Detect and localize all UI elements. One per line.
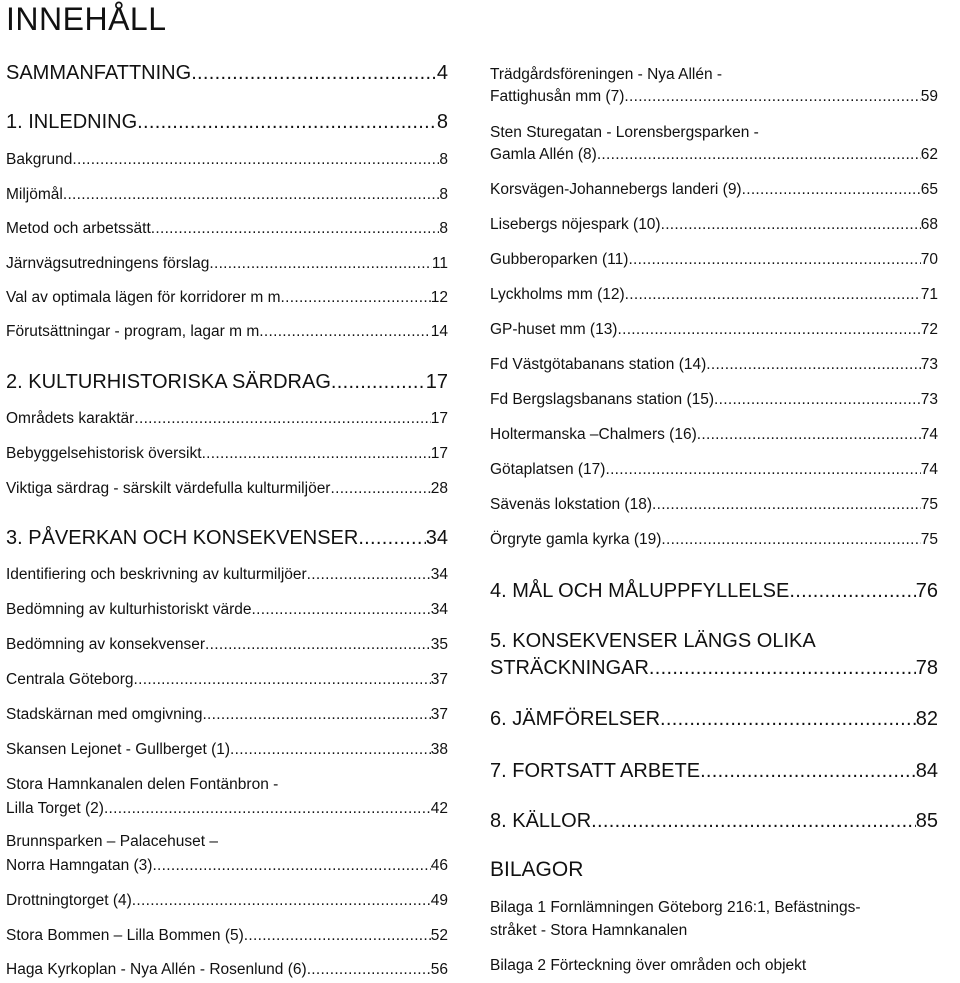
dot-leader: [307, 960, 431, 980]
dot-leader: [72, 150, 439, 170]
dot-leader: [700, 759, 916, 783]
dot-leader: [307, 565, 431, 585]
toc-entry-kallor[interactable]: 8. KÄLLOR ..... 85: [490, 809, 938, 833]
dot-leader: [202, 444, 431, 464]
toc-entry-bergslags[interactable]: Fd Bergslagsbanans station (15) ..... 73: [490, 390, 938, 410]
toc-entry-lyckholm[interactable]: Lyckholms mm (12) ..... 71: [490, 285, 938, 305]
toc-entry-sammanfattning[interactable]: SAMMANFATTNING ..... 4: [6, 61, 448, 85]
dot-leader: [617, 320, 920, 340]
dot-leader: [259, 322, 430, 342]
toc-entry-gubbero[interactable]: Gubberoparken (11) ..... 70: [490, 250, 938, 270]
toc-entry-drottningtorget[interactable]: Drottningtorget (4) ..... 49: [6, 891, 448, 911]
toc-entry-gotaplatsen[interactable]: Götaplatsen (17) ..... 74: [490, 460, 938, 480]
toc-entry-kulturhist[interactable]: 2. KULTURHISTORISKA SÄRDRAG ..... 17: [6, 370, 448, 394]
toc-entry-bedomning-k[interactable]: Bedömning av konsekvenser ..... 35: [6, 635, 448, 655]
dot-leader: [742, 180, 921, 200]
toc-entry-liseberg[interactable]: Lisebergs nöjespark (10) ..... 68: [490, 215, 938, 235]
dot-leader: [706, 355, 920, 375]
bilaga-2[interactable]: Bilaga 2 Förteckning över områden och objekt: [490, 957, 807, 974]
toc-entry-vastgota[interactable]: Fd Västgötabanans station (14) ..... 73: [490, 355, 938, 375]
dot-leader: [652, 495, 921, 515]
toc-entry-sture-line1: Sten Sturegatan - Lorensbergsparken -: [490, 124, 759, 141]
dot-leader: [661, 530, 920, 550]
dot-leader: [605, 460, 920, 480]
toc-entry-forutsattningar[interactable]: Förutsättningar - program, lagar m m ..... 14: [6, 322, 448, 342]
dot-leader: [281, 288, 431, 308]
dot-leader: [252, 600, 431, 620]
bilaga-1-line2[interactable]: stråket - Stora Hamnkanalen: [490, 922, 688, 939]
bilagor-heading: BILAGOR: [490, 858, 584, 881]
dot-leader: [628, 250, 920, 270]
toc-entry-bakgrund[interactable]: Bakgrund ..... 8: [6, 150, 448, 170]
bilaga-1-line1[interactable]: Bilaga 1 Fornlämningen Göteborg 216:1, Befästnings-: [490, 899, 861, 916]
toc-entry-paverkan[interactable]: 3. PÅVERKAN OCH KONSEKVENSER ..... 34: [6, 526, 448, 550]
toc-entry-brunnsparken[interactable]: Norra Hamngatan (3) ..... 46: [6, 856, 448, 876]
toc-entry-hamnkanalen-line1: Stora Hamnkanalen delen Fontänbron -: [6, 776, 279, 793]
toc-entry-stadskarnan[interactable]: Stadskärnan med omgivning ..... 37: [6, 705, 448, 725]
toc-entry-bedomning-kh[interactable]: Bedömning av kulturhistoriskt värde ..... 34: [6, 600, 448, 620]
dot-leader: [624, 87, 920, 107]
dot-leader: [132, 891, 431, 911]
toc-entry-tradgard[interactable]: Fattighusån mm (7) ..... 59: [490, 87, 938, 107]
toc-entry-viktiga[interactable]: Viktiga särdrag - särskilt värdefulla kulturmiljöer ..... 28: [6, 479, 448, 499]
toc-entry-bebyggelse[interactable]: Bebyggelsehistorisk översikt ..... 17: [6, 444, 448, 464]
toc-entry-konsekvenser-line1: 5. KONSEKVENSER LÄNGS OLIKA: [490, 630, 816, 652]
toc-entry-metod[interactable]: Metod och arbetssätt ..... 8: [6, 219, 448, 239]
dot-leader: [137, 110, 437, 134]
dot-leader: [151, 219, 440, 239]
dot-leader: [205, 635, 431, 655]
page-title: INNEHÅLL: [6, 1, 167, 37]
toc-entry-konsekvenser[interactable]: STRÄCKNINGAR ..... 78: [490, 656, 938, 680]
dot-leader: [104, 799, 431, 819]
toc-entry-skansen[interactable]: Skansen Lejonet - Gullberget (1) ..... 38: [6, 740, 448, 760]
toc-entry-tradgard-line1: Trädgårdsföreningen - Nya Allén -: [490, 66, 723, 83]
dot-leader: [202, 705, 430, 725]
toc-entry-miljomal[interactable]: Miljömål ..... 8: [6, 185, 448, 205]
toc-entry-gphuset[interactable]: GP-huset mm (13) ..... 72: [490, 320, 938, 340]
toc-entry-jamforelser[interactable]: 6. JÄMFÖRELSER ..... 82: [490, 707, 938, 731]
toc-entry-storabommen[interactable]: Stora Bommen – Lilla Bommen (5) ..... 52: [6, 926, 448, 946]
dot-leader: [358, 526, 425, 550]
toc-entry-mal[interactable]: 4. MÅL OCH MÅLUPPFYLLELSE ..... 76: [490, 579, 938, 603]
dot-leader: [714, 390, 921, 410]
dot-leader: [697, 425, 921, 445]
toc-entry-centrala[interactable]: Centrala Göteborg ..... 37: [6, 670, 448, 690]
dot-leader: [597, 145, 921, 165]
dot-leader: [63, 185, 440, 205]
toc-entry-korsvagen[interactable]: Korsvägen-Johannebergs landeri (9) ..... 65: [490, 180, 938, 200]
dot-leader: [625, 285, 921, 305]
dot-leader: [660, 707, 916, 731]
toc-entry-holtermanska[interactable]: Holtermanska –Chalmers (16) ..... 74: [490, 425, 938, 445]
dot-leader: [209, 254, 432, 274]
toc-entry-jarnvag[interactable]: Järnvägsutredningens förslag ..... 11: [6, 254, 448, 274]
toc-entry-haga[interactable]: Haga Kyrkoplan - Nya Allén - Rosenlund (6) ..... 56: [6, 960, 448, 980]
dot-leader: [134, 409, 430, 429]
dot-leader: [152, 856, 430, 876]
dot-leader: [191, 61, 437, 85]
dot-leader: [230, 740, 431, 760]
dot-leader: [330, 479, 430, 499]
toc-entry-fortsatt[interactable]: 7. FORTSATT ARBETE ..... 84: [490, 759, 938, 783]
dot-leader: [789, 579, 915, 603]
toc-entry-brunnsparken-line1: Brunnsparken – Palacehuset –: [6, 833, 218, 850]
toc-entry-hamnkanalen[interactable]: Lilla Torget (2) ..... 42: [6, 799, 448, 819]
toc-entry-inledning[interactable]: 1. INLEDNING ..... 8: [6, 110, 448, 134]
toc-entry-sture[interactable]: Gamla Allén (8) ..... 62: [490, 145, 938, 165]
toc-entry-omradets[interactable]: Områdets karaktär ..... 17: [6, 409, 448, 429]
toc-entry-optimala[interactable]: Val av optimala lägen för korridorer m m ..... 12: [6, 288, 448, 308]
toc-entry-orgryte[interactable]: Örgryte gamla kyrka (19) ..... 75: [490, 530, 938, 550]
dot-leader: [134, 670, 431, 690]
toc-entry-identifiering[interactable]: Identifiering och beskrivning av kulturmiljöer ..... 34: [6, 565, 448, 585]
dot-leader: [591, 809, 916, 833]
dot-leader: [649, 656, 916, 680]
dot-leader: [244, 926, 431, 946]
dot-leader: [661, 215, 921, 235]
dot-leader: [331, 370, 426, 394]
toc-entry-savenas[interactable]: Sävenäs lokstation (18) ..... 75: [490, 495, 938, 515]
